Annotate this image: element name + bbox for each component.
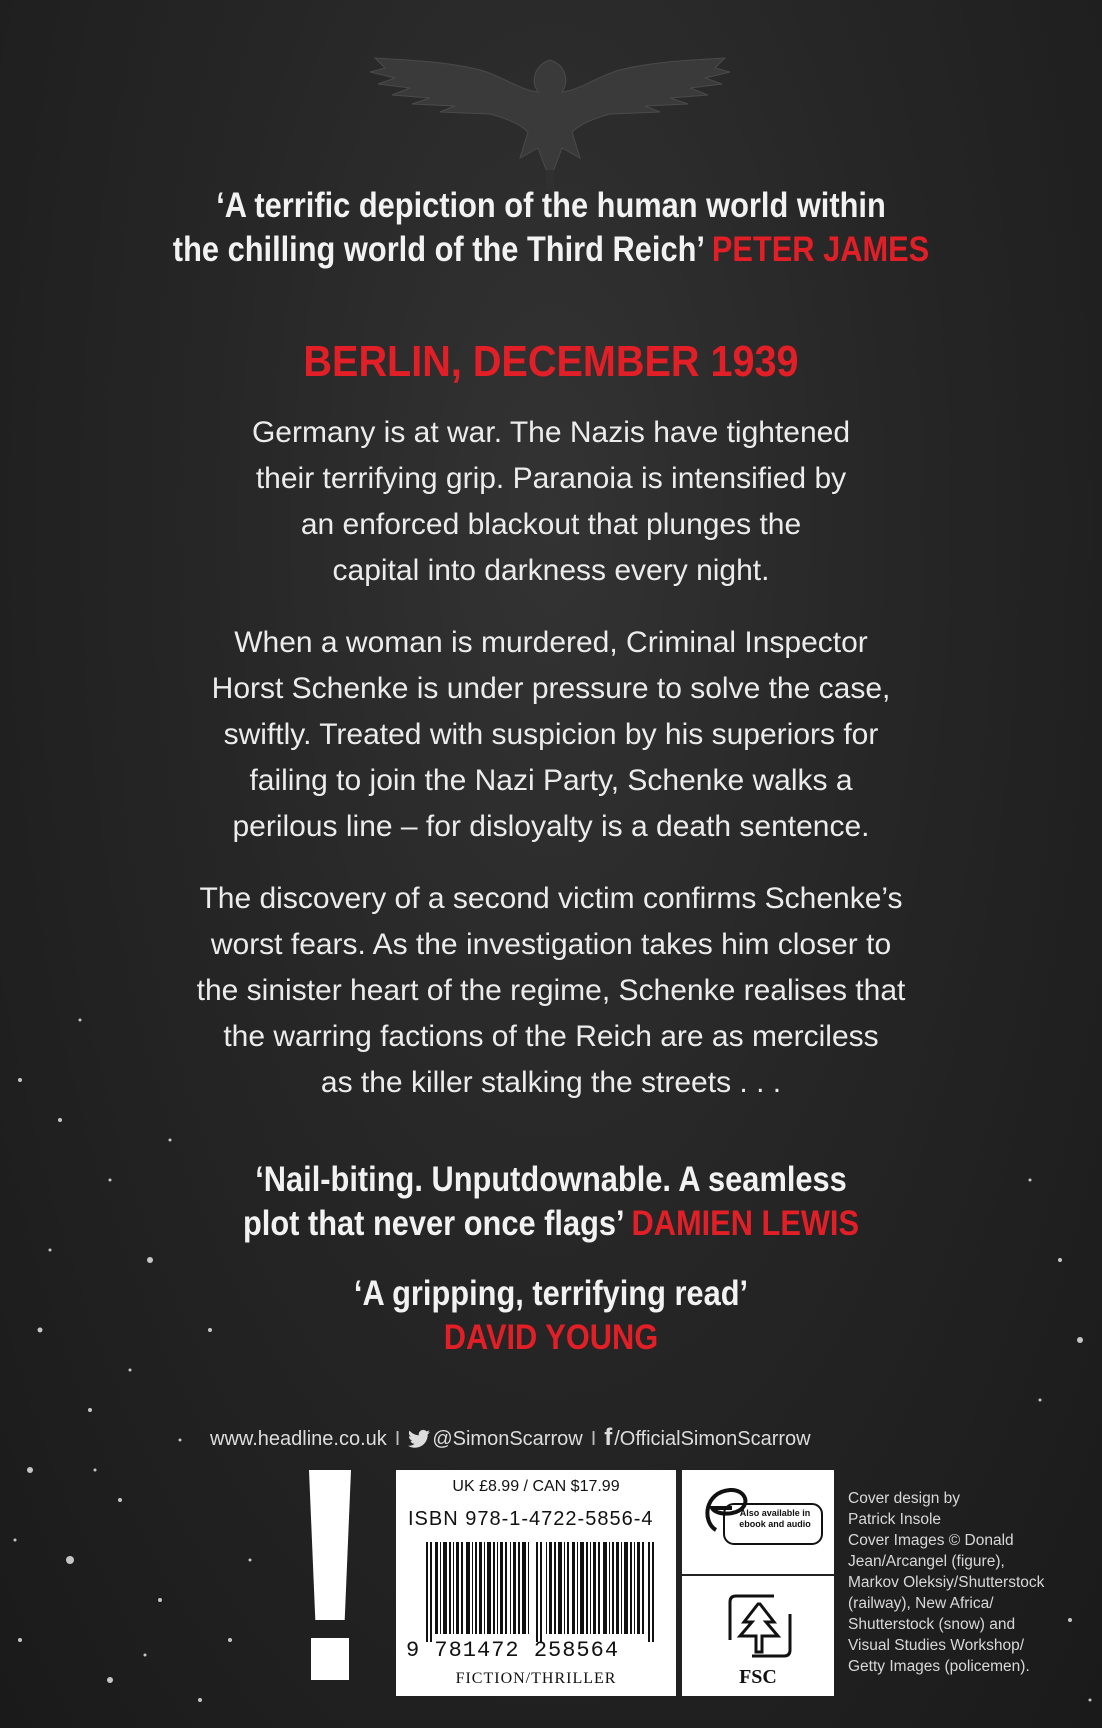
credit-line: Cover Images © Donald — [848, 1532, 1014, 1549]
blurb-line: an enforced blackout that plunges the — [300, 508, 802, 541]
quote-mid-author: DAMIEN LEWIS — [631, 1204, 860, 1243]
quote-mid-line-2: plot that never once flags’ — [242, 1204, 623, 1243]
blurb-line: When a woman is murdered, Criminal Inspector — [234, 626, 868, 659]
credit-line: Getty Images (policemen). — [848, 1658, 1030, 1675]
blurb-line: the warring factions of the Reich are as merciless — [223, 1020, 879, 1053]
web-links — [210, 1425, 910, 1452]
publisher-logo-exclamation — [305, 1470, 355, 1682]
barcode-digits: 9 781472 258564 — [406, 1638, 620, 1663]
isbn-label: ISBN 978-1-4722-5856-4 — [408, 1508, 654, 1530]
ebook-badge-text — [730, 1508, 820, 1530]
quote-mid-line-1: ‘Nail-biting. Unputdownable. A seamless — [255, 1160, 847, 1199]
logo-divider — [682, 1574, 834, 1576]
blurb-line: perilous line – for disloyalty is a death sentence. — [232, 810, 870, 843]
credit-line: Markov Oleksiy/Shutterstock — [848, 1574, 1045, 1591]
credit-line: Shutterstock (snow) and — [848, 1616, 1016, 1633]
cover-credits — [848, 1488, 1093, 1677]
separator: I — [394, 1428, 401, 1450]
credit-line: Jean/Arcangel (figure), — [848, 1553, 1005, 1570]
ebook-badge-line-2: ebook and audio — [739, 1519, 811, 1529]
quote-top-author: PETER JAMES — [711, 230, 930, 269]
credit-line: Cover design by — [848, 1490, 961, 1507]
facebook-page[interactable]: /OfficialSimonScarrow — [614, 1428, 811, 1450]
eagle-emblem-icon — [350, 40, 750, 190]
fsc-label: FSC — [739, 1666, 777, 1688]
separator: I — [590, 1428, 597, 1450]
twitter-handle[interactable]: @SimonScarrow — [432, 1428, 583, 1450]
quote-top-line-1: ‘A terrific depiction of the human world within — [216, 186, 886, 225]
blurb-line: as the killer stalking the streets . . . — [320, 1066, 782, 1099]
fsc-tree-icon — [722, 1590, 794, 1662]
barcode-panel — [396, 1470, 676, 1696]
blurb-line: the sinister heart of the regime, Schenke realises that — [196, 974, 906, 1007]
quote-top — [66, 184, 1036, 272]
blurb-paragraph-2 — [0, 620, 1102, 850]
twitter-icon — [408, 1429, 430, 1449]
facebook-icon: f — [604, 1424, 613, 1451]
quote-bottom-author: DAVID YOUNG — [443, 1318, 659, 1357]
quote-bottom — [66, 1272, 1036, 1360]
quote-mid — [66, 1158, 1036, 1246]
ebook-badge-line-1: Also available in — [739, 1508, 811, 1518]
quote-bottom-line: ‘A gripping, terrifying read’ — [353, 1274, 749, 1313]
section-heading: BERLIN, DECEMBER 1939 — [303, 337, 799, 386]
blurb-line: failing to join the Nazi Party, Schenke walks a — [249, 764, 853, 797]
blurb-line: capital into darkness every night. — [332, 554, 770, 587]
price-label: UK £8.99 / CAN $17.99 — [452, 1478, 620, 1495]
website-link[interactable]: www.headline.co.uk — [210, 1428, 387, 1450]
logo-panel — [682, 1470, 834, 1696]
barcode-icon — [426, 1542, 656, 1642]
blurb-line: Germany is at war. The Nazis have tightened — [251, 416, 851, 449]
quote-top-line-2: the chilling world of the Third Reich’ — [172, 230, 704, 269]
blurb-line: The discovery of a second victim confirms Schenke’s — [199, 882, 903, 915]
blurb-line: Horst Schenke is under pressure to solve the case, — [211, 672, 891, 705]
blurb-line: worst fears. As the investigation takes him closer to — [210, 928, 892, 961]
credit-line: Visual Studies Workshop/ — [848, 1637, 1025, 1654]
blurb-line: swiftly. Treated with suspicion by his superiors for — [223, 718, 879, 751]
blurb-paragraph-1 — [0, 410, 1102, 594]
blurb-line: their terrifying grip. Paranoia is intensified by — [255, 462, 847, 495]
credit-line: Patrick Insole — [848, 1511, 942, 1528]
blurb-paragraph-3 — [0, 876, 1102, 1106]
credit-line: (railway), New Africa/ — [848, 1595, 994, 1612]
genre-label: FICTION/THRILLER — [455, 1670, 617, 1687]
